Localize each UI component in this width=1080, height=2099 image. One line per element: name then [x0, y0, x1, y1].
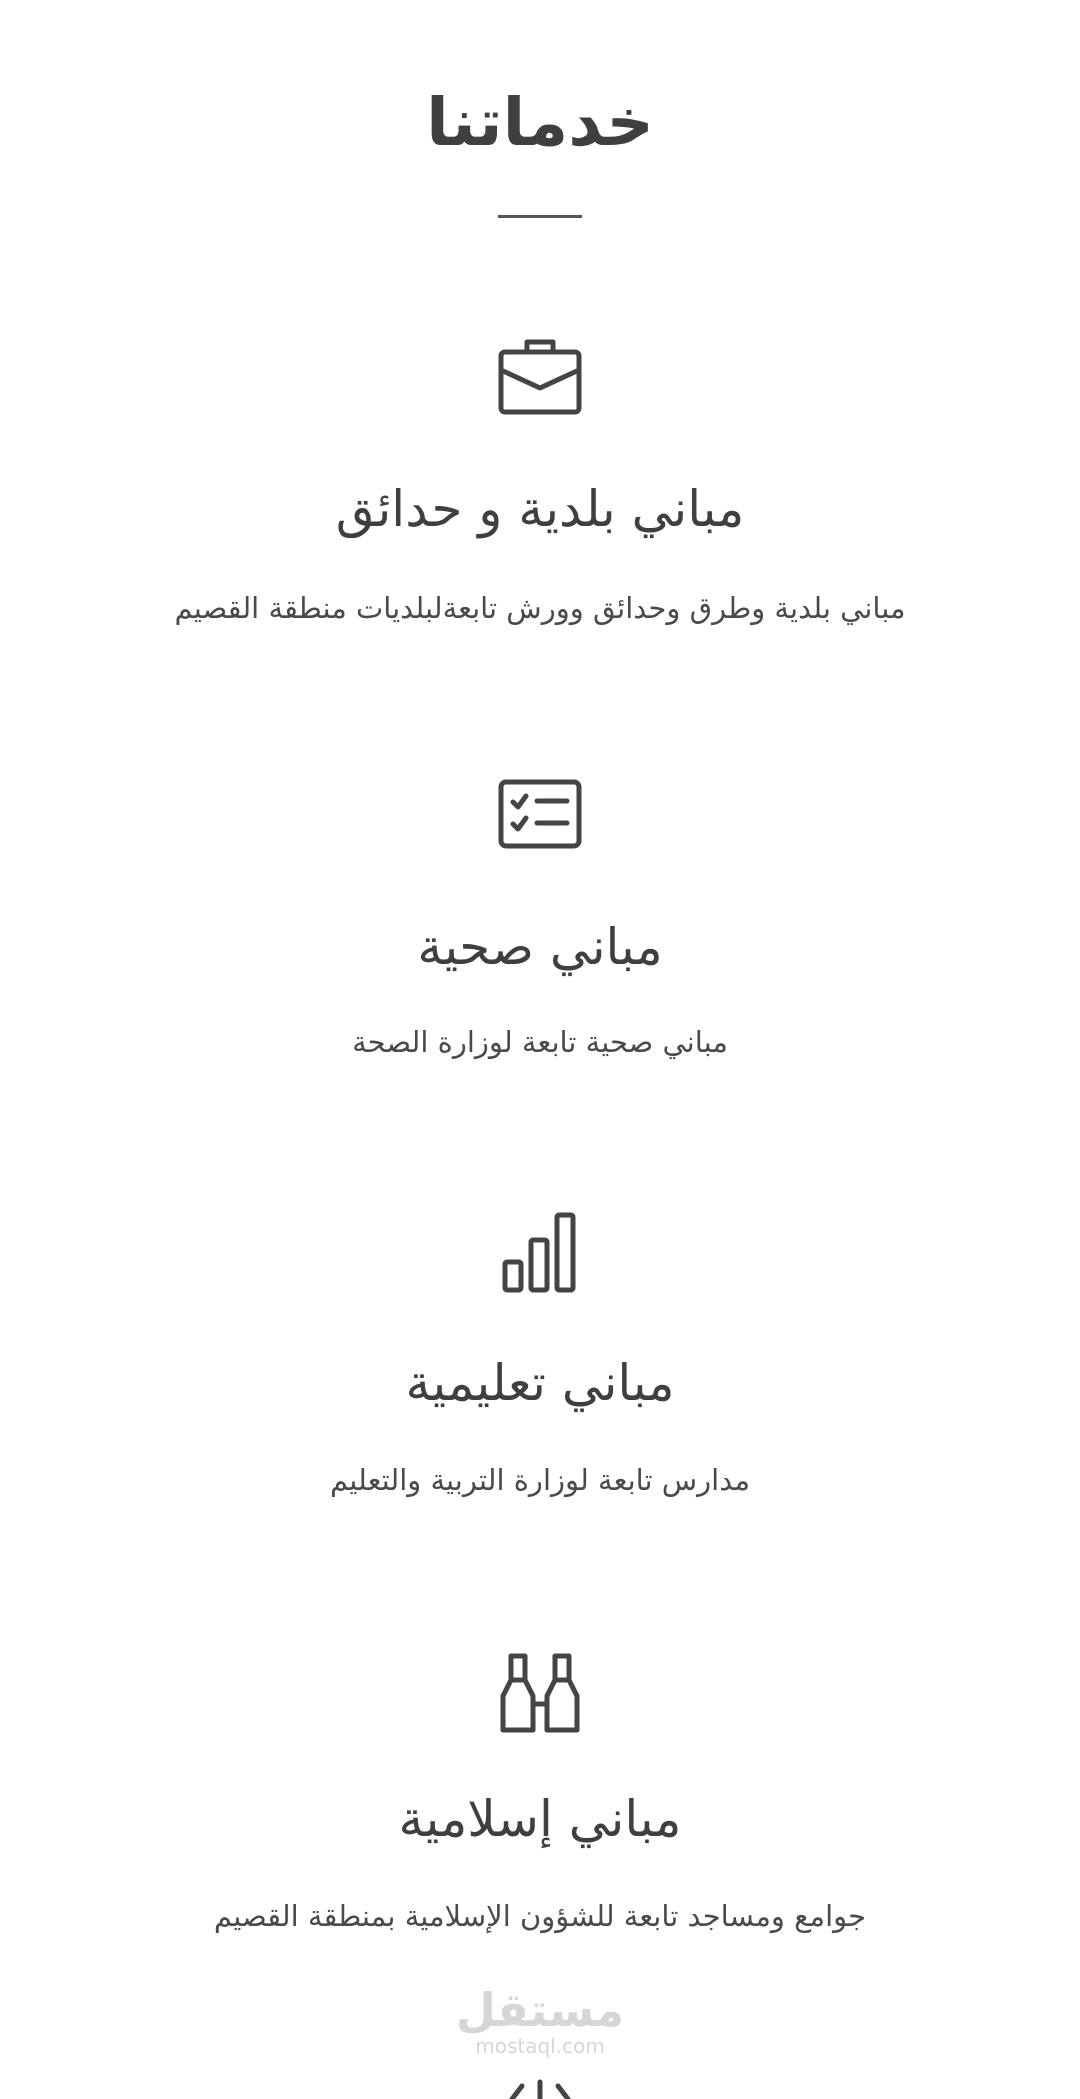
service-description: مباني صحية تابعة لوزارة الصحة: [352, 1025, 728, 1059]
bar-chart-icon: [495, 1208, 585, 1298]
service-description: مباني بلدية وطرق وحدائق وورش تابعةلبلديات منطقة القصيم: [174, 591, 906, 625]
watermark-logo: مستقل: [455, 1983, 625, 2037]
service-title: مباني بلدية و حدائق: [335, 480, 745, 538]
service-title: مباني تعليمية: [405, 1354, 675, 1412]
checklist-icon: [495, 768, 585, 858]
partial-icon: [500, 2074, 580, 2099]
binoculars-icon: [495, 1646, 585, 1736]
watermark-domain: mostaql.com: [475, 2034, 605, 2058]
watermark: [0, 1985, 1080, 2057]
briefcase-icon: [495, 330, 585, 420]
service-description: مدارس تابعة لوزارة التربية والتعليم: [330, 1463, 750, 1497]
title-divider: [498, 215, 582, 218]
service-title: مباني صحية: [417, 918, 663, 976]
service-description: جوامع ومساجد تابعة للشؤون الإسلامية بمنطقة القصيم: [213, 1899, 867, 1933]
page-title: خدماتنا: [426, 84, 654, 161]
service-title: مباني إسلامية: [398, 1790, 682, 1848]
